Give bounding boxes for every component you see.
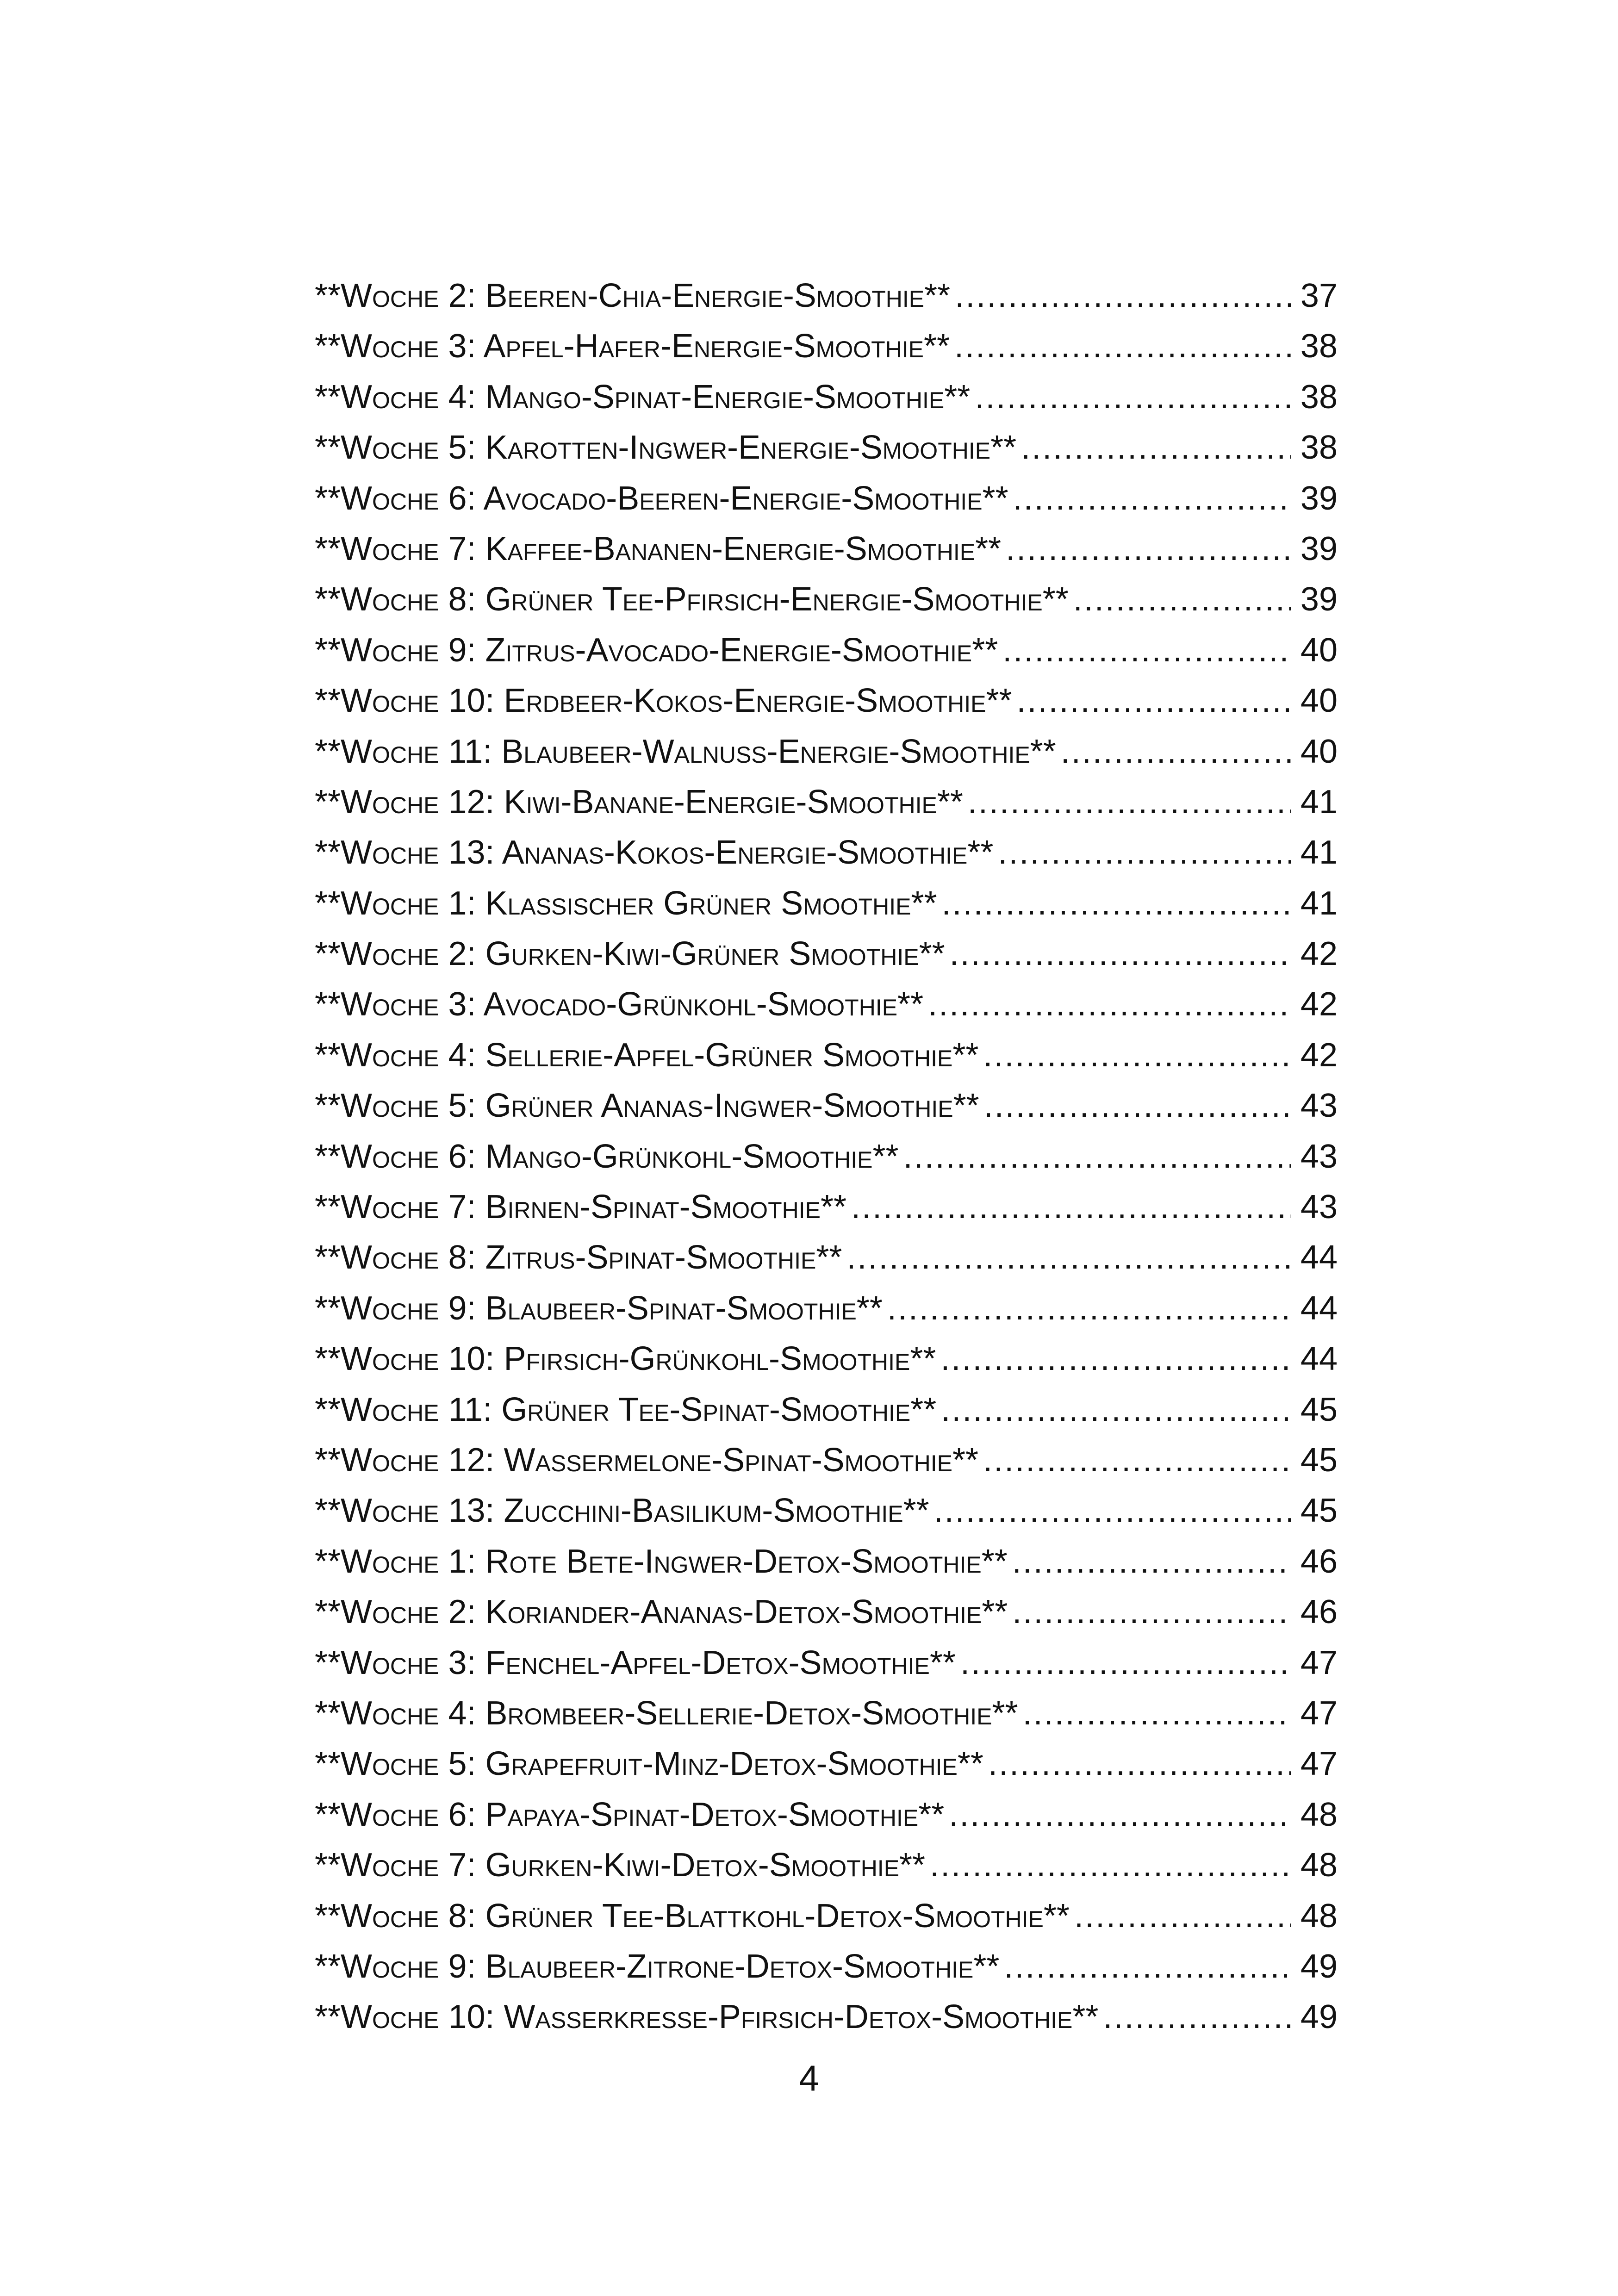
toc-dot-leader <box>1023 1688 1291 1739</box>
toc-dot-leader <box>851 1182 1291 1232</box>
toc-entry-title: **Woche 1: Klassischer Grüner Smoothie** <box>315 884 937 922</box>
toc-entry-title: **Woche 3: Fenchel-Apfel-Detox-Smoothie** <box>315 1644 956 1681</box>
toc-dot-leader <box>983 1030 1291 1081</box>
toc-entry-page-number: 38 <box>1300 429 1338 467</box>
toc-dot-leader <box>930 1840 1291 1891</box>
toc-dot-leader <box>934 1486 1291 1536</box>
toc-dot-leader <box>846 1232 1291 1283</box>
toc-entry-page-number: 40 <box>1300 682 1338 720</box>
toc-entry-page-number: 47 <box>1300 1745 1338 1783</box>
toc-dot-leader <box>960 1638 1291 1688</box>
toc-entry-title: **Woche 13: Ananas-Kokos-Energie-Smoothie** <box>315 834 994 871</box>
toc-entry-title: **Woche 2: Gurken-Kiwi-Grüner Smoothie** <box>315 935 945 973</box>
toc-entry-title: **Woche 9: Blaubeer-Zitrone-Detox-Smoothie** <box>315 1948 1000 1985</box>
toc-entry[interactable] <box>315 473 1338 524</box>
toc-dot-leader <box>1006 524 1291 574</box>
toc-entry[interactable] <box>315 1992 1338 2042</box>
toc-dot-leader <box>998 828 1291 878</box>
toc-dot-leader <box>968 777 1291 828</box>
toc-entry-title: **Woche 3: Apfel-Hafer-Energie-Smoothie** <box>315 328 950 365</box>
toc-entry-title: **Woche 12: Kiwi-Banane-Energie-Smoothie** <box>315 783 963 821</box>
toc-entry[interactable] <box>315 1638 1338 1688</box>
toc-entry[interactable] <box>315 1587 1338 1637</box>
toc-dot-leader <box>1061 727 1291 777</box>
toc-entry-title: **Woche 12: Wassermelone-Spinat-Smoothie** <box>315 1441 979 1479</box>
toc-entry[interactable] <box>315 423 1338 473</box>
toc-entry[interactable] <box>315 1891 1338 1941</box>
toc-entry[interactable] <box>315 1132 1338 1182</box>
toc-entry-title: **Woche 9: Zitrus-Avocado-Energie-Smoothie** <box>315 631 998 669</box>
toc-entry-title: **Woche 5: Grapefruit-Minz-Detox-Smoothie** <box>315 1745 983 1783</box>
toc-entry-title: **Woche 5: Grüner Ananas-Ingwer-Smoothie** <box>315 1087 979 1125</box>
toc-entry-title: **Woche 11: Grüner Tee-Spinat-Smoothie** <box>315 1391 937 1428</box>
toc-entry[interactable] <box>315 929 1338 979</box>
toc-entry-page-number: 45 <box>1300 1441 1338 1479</box>
toc-dot-leader <box>1074 1891 1291 1941</box>
toc-entry-page-number: 41 <box>1300 884 1338 922</box>
toc-entry-page-number: 39 <box>1300 479 1338 517</box>
toc-dot-leader <box>1012 1537 1291 1587</box>
toc-entry[interactable] <box>315 1081 1338 1131</box>
toc-entry[interactable] <box>315 574 1338 625</box>
toc-entry[interactable] <box>315 625 1338 676</box>
toc-entry-page-number: 42 <box>1300 1036 1338 1074</box>
toc-dot-leader <box>954 321 1291 372</box>
toc-entry[interactable] <box>315 524 1338 574</box>
toc-entry-title: **Woche 7: Kaffee-Bananen-Energie-Smoothie** <box>315 530 1002 567</box>
toc-entry-title: **Woche 1: Rote Bete-Ingwer-Detox-Smoothie** <box>315 1543 1008 1580</box>
toc-dot-leader <box>1013 473 1291 524</box>
toc-dot-leader <box>950 929 1291 979</box>
toc-entry[interactable] <box>315 1739 1338 1789</box>
toc-entry-title: **Woche 10: Erdbeer-Kokos-Energie-Smoothie** <box>315 682 1012 720</box>
toc-entry[interactable] <box>315 828 1338 878</box>
toc-entry-page-number: 38 <box>1300 378 1338 416</box>
toc-entry-page-number: 46 <box>1300 1543 1338 1580</box>
toc-dot-leader <box>942 878 1292 929</box>
toc-entry-title: **Woche 8: Grüner Tee-Blattkohl-Detox-Smoothie** <box>315 1897 1070 1935</box>
toc-entry-page-number: 49 <box>1300 1998 1338 2036</box>
toc-entry-title: **Woche 3: Avocado-Grünkohl-Smoothie** <box>315 986 924 1023</box>
toc-entry-title: **Woche 9: Blaubeer-Spinat-Smoothie** <box>315 1289 883 1327</box>
toc-entry-title: **Woche 13: Zucchini-Basilikum-Smoothie** <box>315 1492 929 1530</box>
toc-dot-leader <box>928 979 1291 1030</box>
toc-entry-page-number: 43 <box>1300 1188 1338 1226</box>
toc-entry-page-number: 41 <box>1300 834 1338 871</box>
toc-dot-leader <box>1004 1941 1291 1992</box>
toc-dot-leader <box>1017 676 1292 726</box>
toc-entry-title: **Woche 6: Avocado-Beeren-Energie-Smoothie** <box>315 479 1008 517</box>
toc-entry-page-number: 37 <box>1300 277 1338 314</box>
toc-dot-leader <box>955 271 1291 321</box>
toc-entry-page-number: 39 <box>1300 530 1338 567</box>
toc-entry[interactable] <box>315 1790 1338 1840</box>
toc-entry-page-number: 48 <box>1300 1847 1338 1884</box>
toc-entry-title: **Woche 2: Koriander-Ananas-Detox-Smoothie** <box>315 1593 1008 1631</box>
toc-entry[interactable] <box>315 1688 1338 1739</box>
toc-entry[interactable] <box>315 1941 1338 1992</box>
toc-dot-leader <box>940 1334 1291 1384</box>
toc-entry-title: **Woche 5: Karotten-Ingwer-Energie-Smoothie** <box>315 429 1017 467</box>
toc-entry-page-number: 42 <box>1300 986 1338 1023</box>
toc-entry-title: **Woche 2: Beeren-Chia-Energie-Smoothie** <box>315 277 951 314</box>
toc-entry[interactable] <box>315 979 1338 1030</box>
toc-entry-page-number: 46 <box>1300 1593 1338 1631</box>
toc-entry[interactable] <box>315 676 1338 726</box>
toc-entry[interactable] <box>315 878 1338 929</box>
toc-entry-page-number: 48 <box>1300 1796 1338 1833</box>
toc-entry-page-number: 42 <box>1300 935 1338 973</box>
toc-entry[interactable] <box>315 1030 1338 1081</box>
toc-dot-leader <box>1021 423 1291 473</box>
toc-entry-page-number: 38 <box>1300 328 1338 365</box>
toc-entry[interactable] <box>315 372 1338 423</box>
toc-entry[interactable] <box>315 321 1338 372</box>
toc-dot-leader <box>988 1739 1291 1789</box>
toc-entry-page-number: 43 <box>1300 1087 1338 1125</box>
toc-entry[interactable] <box>315 1840 1338 1891</box>
table-of-contents <box>315 271 1338 2043</box>
toc-entry[interactable] <box>315 1537 1338 1587</box>
toc-entry-title: **Woche 8: Grüner Tee-Pfirsich-Energie-Smoothie** <box>315 581 1069 618</box>
toc-entry[interactable] <box>315 1435 1338 1486</box>
toc-entry-page-number: 45 <box>1300 1391 1338 1428</box>
toc-entry-title: **Woche 11: Blaubeer-Walnuss-Energie-Smoothie** <box>315 733 1056 770</box>
toc-entry[interactable] <box>315 1283 1338 1334</box>
toc-entry-page-number: 49 <box>1300 1948 1338 1985</box>
toc-entry[interactable] <box>315 727 1338 777</box>
page-number: 4 <box>799 2058 819 2098</box>
toc-entry-page-number: 48 <box>1300 1897 1338 1935</box>
toc-entry[interactable] <box>315 271 1338 321</box>
toc-entry[interactable] <box>315 1486 1338 1536</box>
toc-entry-title: **Woche 6: Papaya-Spinat-Detox-Smoothie** <box>315 1796 945 1833</box>
toc-dot-leader <box>1103 1992 1291 2042</box>
toc-entry-title: **Woche 10: Wasserkresse-Pfirsich-Detox-Smoothie** <box>315 1998 1099 2036</box>
toc-entry-page-number: 44 <box>1300 1289 1338 1327</box>
toc-entry-page-number: 43 <box>1300 1138 1338 1175</box>
toc-dot-leader <box>984 1081 1291 1131</box>
toc-entry-title: **Woche 6: Mango-Grünkohl-Smoothie** <box>315 1138 899 1175</box>
toc-entry[interactable] <box>315 1182 1338 1232</box>
toc-entry-page-number: 40 <box>1300 733 1338 770</box>
toc-entry-title: **Woche 7: Birnen-Spinat-Smoothie** <box>315 1188 846 1226</box>
toc-entry[interactable] <box>315 1385 1338 1435</box>
toc-dot-leader <box>1073 574 1291 625</box>
toc-entry-page-number: 44 <box>1300 1239 1338 1276</box>
toc-entry-page-number: 44 <box>1300 1340 1338 1378</box>
toc-dot-leader <box>903 1132 1291 1182</box>
toc-entry-title: **Woche 7: Gurken-Kiwi-Detox-Smoothie** <box>315 1847 926 1884</box>
toc-dot-leader <box>949 1790 1291 1840</box>
toc-dot-leader <box>1002 625 1291 676</box>
toc-entry-page-number: 39 <box>1300 581 1338 618</box>
toc-entry-title: **Woche 4: Mango-Spinat-Energie-Smoothie** <box>315 378 971 416</box>
toc-dot-leader <box>941 1385 1291 1435</box>
toc-dot-leader <box>983 1435 1291 1486</box>
toc-entry[interactable] <box>315 1334 1338 1384</box>
toc-entry-page-number: 41 <box>1300 783 1338 821</box>
toc-dot-leader <box>887 1283 1291 1334</box>
toc-entry[interactable] <box>315 777 1338 828</box>
toc-entry-page-number: 40 <box>1300 631 1338 669</box>
toc-entry[interactable] <box>315 1232 1338 1283</box>
toc-entry-title: **Woche 4: Sellerie-Apfel-Grüner Smoothie** <box>315 1036 979 1074</box>
toc-entry-page-number: 47 <box>1300 1694 1338 1732</box>
toc-entry-page-number: 45 <box>1300 1492 1338 1530</box>
toc-dot-leader <box>975 372 1291 423</box>
toc-entry-title: **Woche 8: Zitrus-Spinat-Smoothie** <box>315 1239 842 1276</box>
toc-dot-leader <box>1012 1587 1291 1637</box>
toc-entry-title: **Woche 4: Brombeer-Sellerie-Detox-Smoothie** <box>315 1694 1018 1732</box>
toc-entry-title: **Woche 10: Pfirsich-Grünkohl-Smoothie** <box>315 1340 936 1378</box>
toc-entry-page-number: 47 <box>1300 1644 1338 1681</box>
